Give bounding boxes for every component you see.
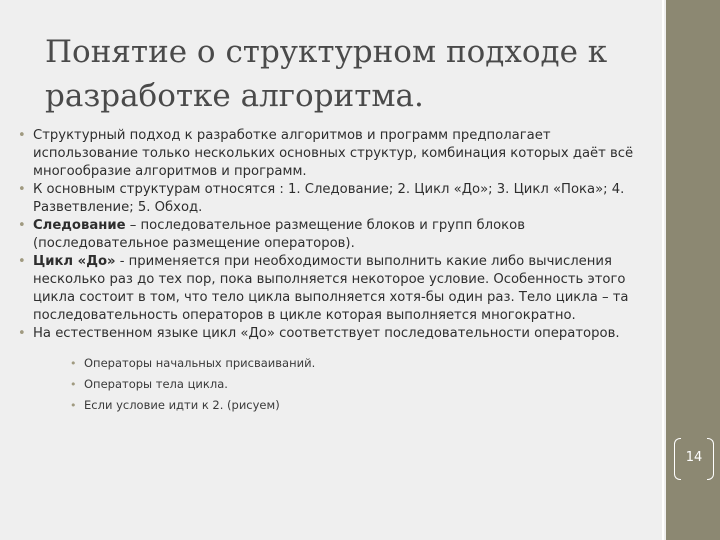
- bullet-do-loop-term: Цикл «До»: [33, 254, 116, 269]
- sub-bullet-item: • Если условие идти к 2. (рисуем): [70, 395, 658, 416]
- bullet-natural-language: [18, 325, 658, 416]
- bullet-sequence: [18, 217, 658, 253]
- bullet-sequence-term: Следование: [33, 218, 126, 233]
- sidebar-divider: [662, 0, 664, 540]
- slide-title: Понятие о структурном подходе к разработке алгоритма.: [45, 34, 608, 114]
- slide-body: [18, 127, 658, 416]
- bullet-do-loop: [18, 253, 658, 325]
- sub-bullet-item: • Операторы начальных присваиваний.: [70, 353, 658, 374]
- sub-bullet-list: [33, 353, 658, 416]
- page-number: 14: [685, 450, 703, 465]
- bullet-structured-approach: • Структурный подход к разработке алгоритмов и программ предполагает использование только нескольких основных структур, комбинация которых даёт всё многообразие алгоритмов и программ.: [18, 127, 658, 181]
- bullet-sequence-text: – последовательное размещение блоков и групп блоков (последовательное размещение операторов).: [33, 218, 525, 251]
- bullet-natural-language-text: На естественном языке цикл «До» соответствует последовательности операторов.: [33, 326, 620, 341]
- bullet-list: [18, 127, 658, 416]
- bullet-do-loop-text: - применяется при необходимости выполнить какие либо вычисления несколько раз до тех пор, пока выполняется некоторое условие. Особенность этого цикла состоит в том, что тело цикла выполняется хотя-бы один раз. Тело цикла – та последовательность операторов в цикле которая выполняется многократно.: [33, 254, 629, 323]
- bullet-basic-structures: • К основным структурам относятся : 1. Следование; 2. Цикл «До»; 3. Цикл «Пока»; 4. Разветвление; 5. Обход.: [18, 181, 658, 217]
- page-number-badge: [674, 438, 714, 482]
- sub-bullet-item: • Операторы тела цикла.: [70, 374, 658, 395]
